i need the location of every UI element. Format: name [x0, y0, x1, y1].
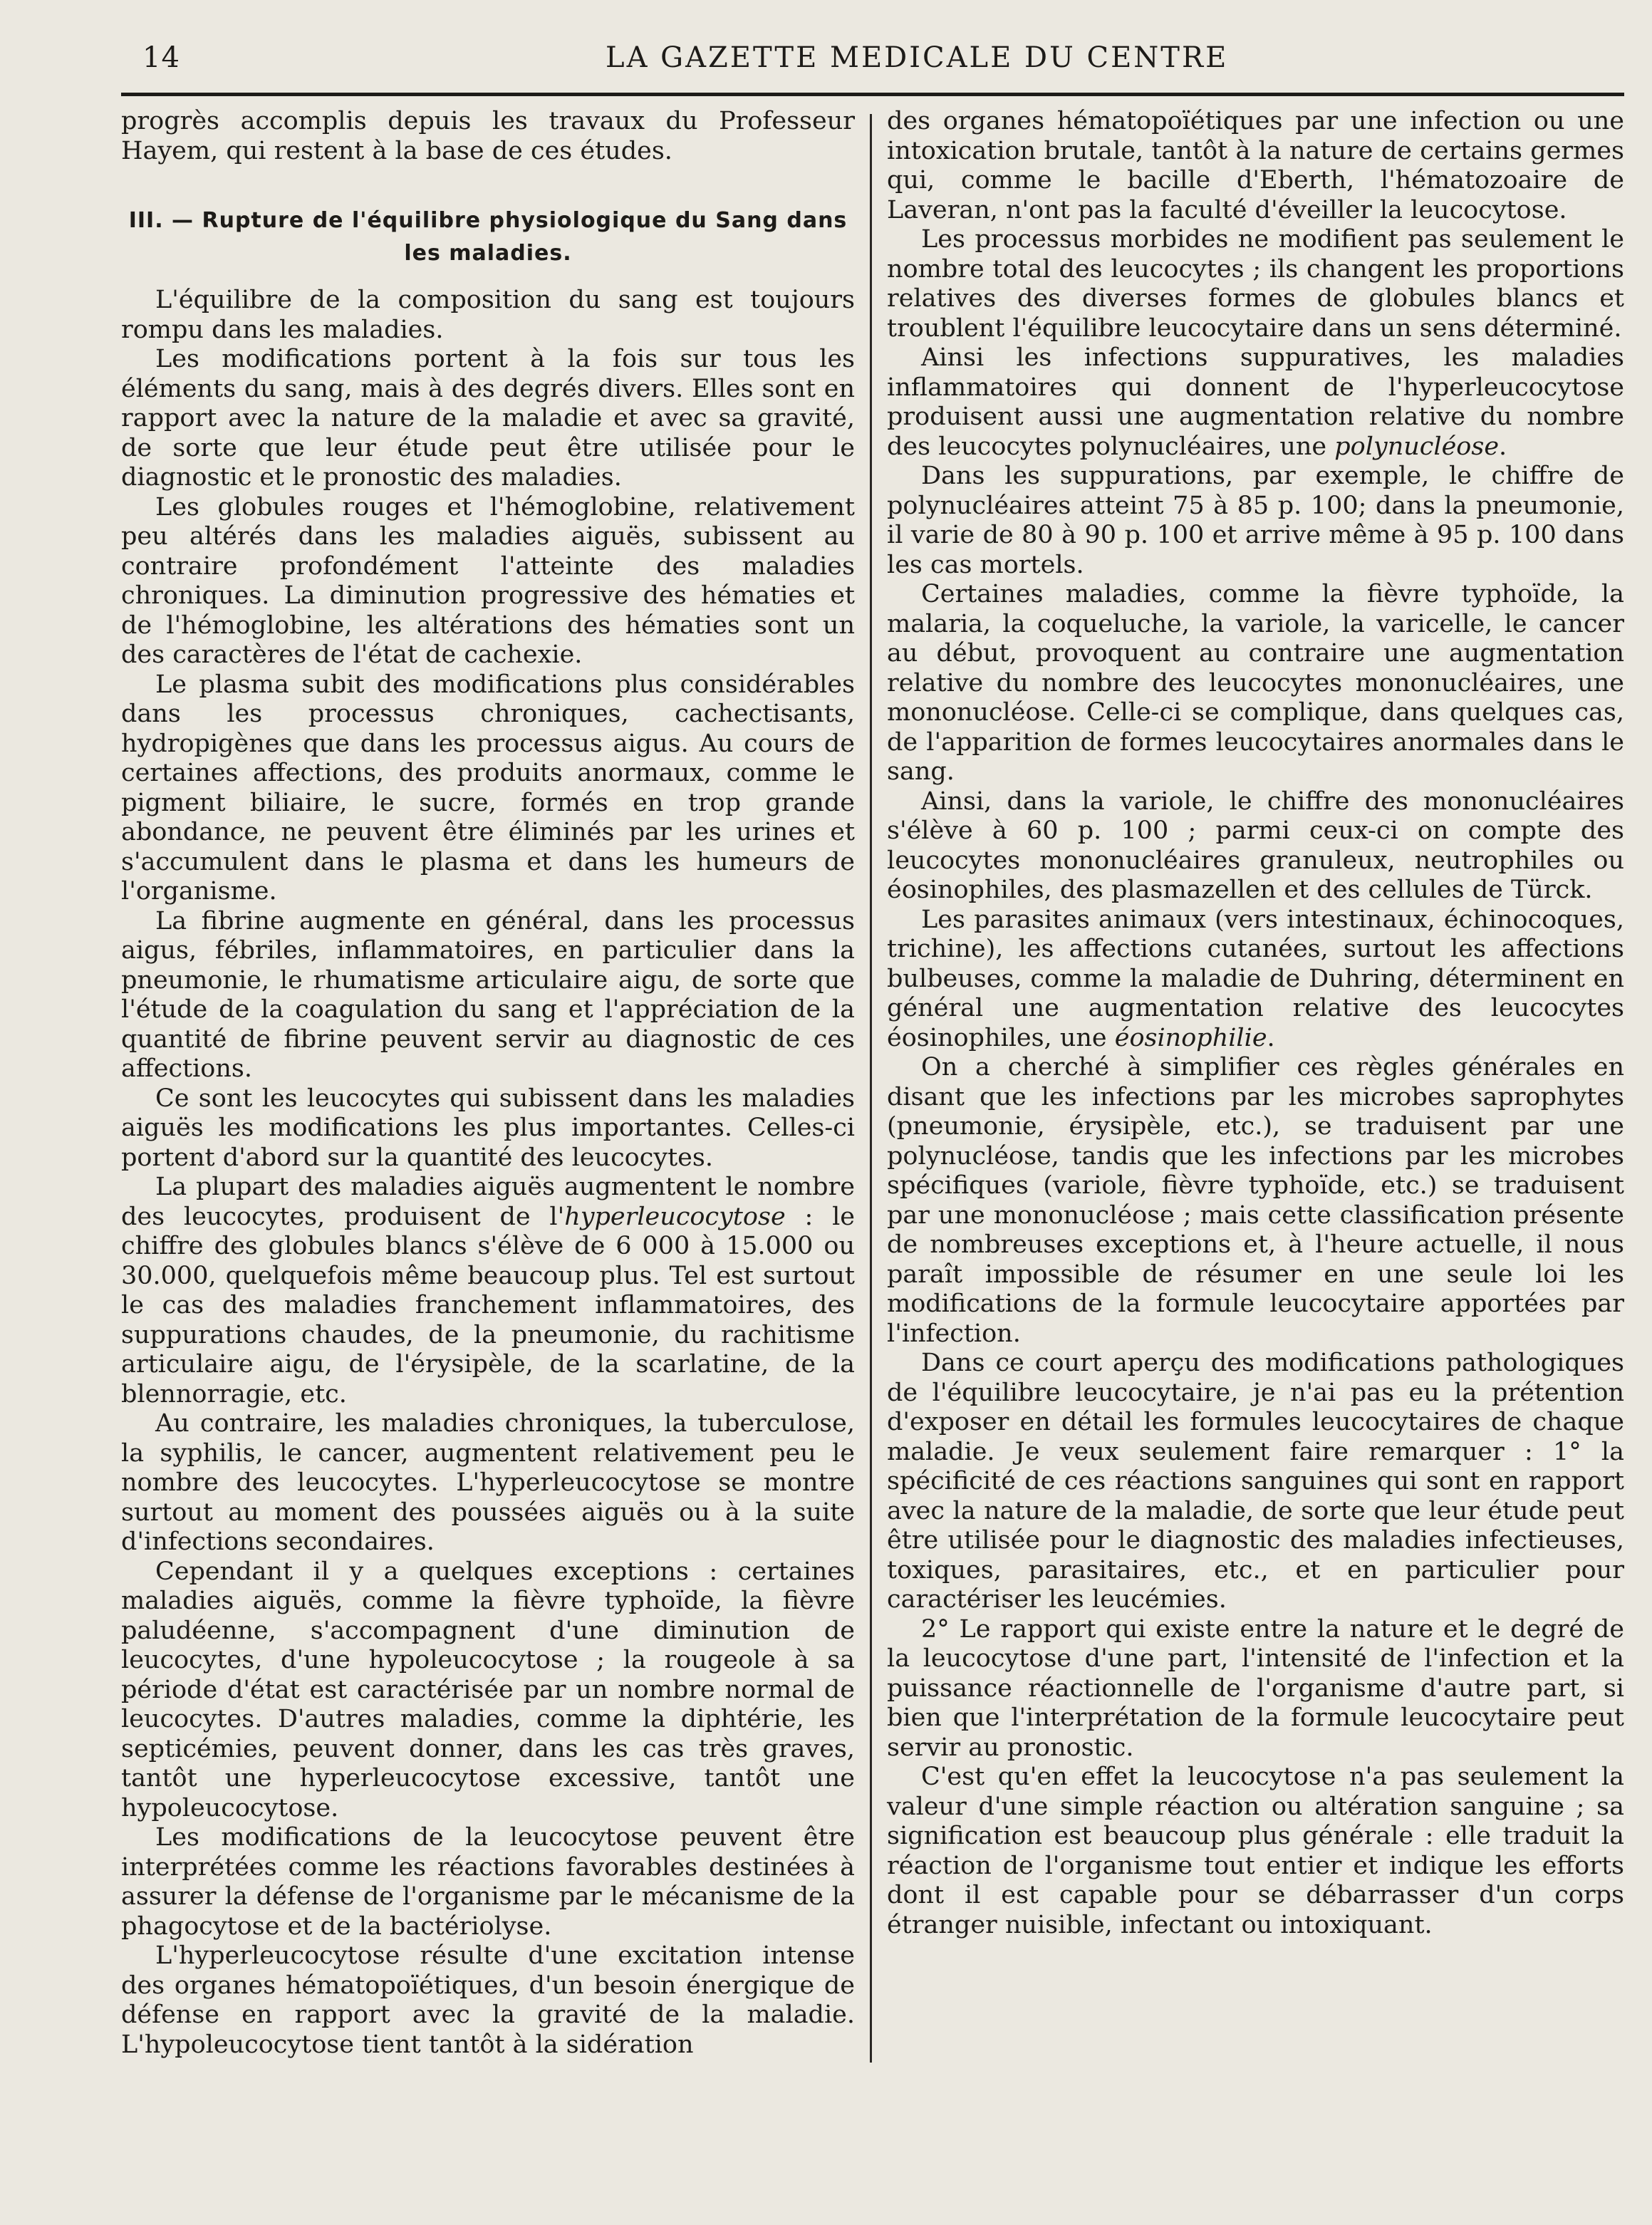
paragraph: Dans ce court aperçu des modifications pathologiques de l'équilibre leucocytaire, je n'ai pas eu la prétention d'exposer en détail les formules leucocytaires de chaque maladie. Je veux seulement faire remarquer : 1° la spécificité de ces réactions sanguines qui sont en rapport avec la nature de la maladie, de sorte que leur étude peut être utilisée pour le diagnostic des maladies infectieuses, toxiques, parasitaires, etc., et en particulier pour caractériser les leucémies.	[887, 1349, 1624, 1614]
paragraph-eosinophilie	[887, 906, 1624, 1054]
paragraph: Ce sont les leucocytes qui subissent dans les maladies aiguës les modifications les plus importantes. Celles-ci portent d'abord sur la quantité des leucocytes.	[121, 1084, 855, 1172]
term-hyperleucocytose: hyperleucocytose	[564, 1202, 786, 1231]
paragraph: Les processus morbides ne modifient pas seulement le nombre total des leucocytes ; ils changent les proportions relatives des diverses formes de globules blancs et troublent l'équilibre leucocytaire dans un sens déterminé.	[887, 225, 1624, 343]
paragraph: Au contraire, les maladies chroniques, la tuberculose, la syphilis, le cancer, augmentent relativement peu le nombre des leucocytes. L'hyperleucocytose se montre surtout au moment des poussées aiguës ou à la suite d'infections secondaires.	[121, 1409, 855, 1556]
text-run: Ainsi les infections suppuratives, les maladies inflammatoires qui donnent de l'hyperleucocytose produisent aussi une augmentation relative du nombre des leucocytes polynucléaires, une	[887, 343, 1624, 461]
paragraph: 2° Le rapport qui existe entre la nature et le degré de la leucocytose d'une part, l'intensité de l'infection et la puissance réactionnelle de l'organisme d'autre part, si bien que l'interprétation de la formule leucocytaire peut servir au pronostic.	[887, 1614, 1624, 1762]
text-run: : le chiffre des globules blancs s'élève de 6 000 à 15.000 ou 30.000, quelquefois même beaucoup plus. Tel est surtout le cas des maladies franchement inflammatoires, des suppurations chaudes, de la pneumonie, du rachitisme articulaire aigu, de l'érysipèle, de la scarlatine, de la blennorragie, etc.	[121, 1202, 855, 1409]
header-rule	[121, 93, 1624, 96]
paragraph: Les modifications de la leucocytose peuvent être interprétées comme les réactions favorables destinées à assurer la défense de l'organisme par le mécanisme de la phagocytose et de la bactériolyse.	[121, 1823, 855, 1941]
paragraph: Les globules rouges et l'hémoglobine, relativement peu altérés dans les maladies aiguës, subissent au contraire profondément l'atteinte des maladies chroniques. La diminution progressive des hématies et de l'hémoglobine, les altérations des hématies sont un des caractères de l'état de cachexie.	[121, 492, 855, 669]
paragraph: Certaines maladies, comme la fièvre typhoïde, la malaria, la coqueluche, la variole, la varicelle, le cancer au début, provoquent au contraire une augmentation relative du nombre des leucocytes mononucléaires, une mononucléose. Celle-ci se complique, dans quelques cas, de l'apparition de formes leucocytaires anormales dans le sang.	[887, 580, 1624, 786]
paragraph: C'est qu'en effet la leucocytose n'a pas seulement la valeur d'une simple réaction ou altération sanguine ; sa signification est beaucoup plus générale : elle traduit la réaction de l'organisme tout entier et indique les efforts dont il est capable pour se débarrasser d'un corps étranger nuisible, infectant ou intoxiquant.	[887, 1763, 1624, 1939]
opening-paragraph: progrès accomplis depuis les travaux du Professeur Hayem, qui restent à la base de ces études.	[121, 107, 855, 165]
paragraph: Ainsi, dans la variole, le chiffre des mononucléaires s'élève à 60 p. 100 ; parmi ceux-ci on compte des leucocytes mononucléaires granuleux, neutrophiles ou éosinophiles, des plasmazellen et des cellules de Türck.	[887, 787, 1624, 904]
paragraph: Les modifications portent à la fois sur tous les éléments du sang, mais à des degrés divers. Elles sont en rapport avec la nature de la maladie et avec sa gravité, de sorte que leur étude peut être utilisée pour le diagnostic et le pronostic des maladies.	[121, 345, 855, 492]
paragraph: L'hyperleucocytose résulte d'une excitation intense des organes hématopoïétiques, d'un besoin énergique de défense en rapport avec la gravité de la maladie. L'hypoleucocytose tient tantôt à la sidération	[121, 1941, 855, 2059]
page-number: 14	[142, 41, 180, 74]
text-run: .	[1267, 1023, 1275, 1052]
right-column	[887, 107, 1624, 1940]
paragraph-polynucleose	[887, 343, 1624, 462]
paragraph: L'équilibre de la composition du sang est toujours rompu dans les maladies.	[121, 286, 855, 344]
section-heading: III. — Rupture de l'équilibre physiologique du Sang dans les maladies.	[128, 208, 848, 266]
paragraph: On a cherché à simplifier ces règles générales en disant que les infections par les microbes saprophytes (pneumonie, érysipèle, etc.), se traduisent par une polynucléose, tandis que les infections par les microbes spécifiques (variole, fièvre typhoïde, etc.) se traduisent par une mononucléose ; mais cette classification présente de nombreuses exceptions et, à l'heure actuelle, il nous paraît impossible de résumer en une seule loi les modifications de la formule leucocytaire apportées par l'infection.	[887, 1053, 1624, 1348]
paragraph: Le plasma subit des modifications plus considérables dans les processus chroniques, cachectisants, hydropigènes que dans les processus aigus. Au cours de certaines affections, des produits anormaux, comme le pigment biliaire, le sucre, formés en trop grande abondance, ne peuvent être éliminés par les urines et s'accumulent dans le plasma et dans les humeurs de l'organisme.	[121, 670, 855, 906]
text-run: .	[1499, 432, 1507, 461]
running-title: LA GAZETTE MEDICALE DU CENTRE	[606, 41, 1229, 74]
term-eosinophilie: éosinophilie	[1114, 1023, 1267, 1052]
text-run: Les parasites animaux (vers intestinaux, échinocoques, trichine), les affections cutanées, surtout les affections bulbeuses, comme la maladie de Duhring, déterminent en général une augmentation relative des leucocytes éosinophiles, une	[887, 905, 1624, 1052]
column-divider	[870, 114, 872, 2063]
text-run: La plupart des maladies aiguës augmentent le nombre des leucocytes, produisent de l'	[121, 1173, 855, 1231]
opening-paragraph: des organes hématopoïétiques par une infection ou une intoxication brutale, tantôt à la nature de certains germes qui, comme le bacille d'Eberth, l'hématozoaire de Laveran, n'ont pas la faculté d'éveiller la leucocytose.	[887, 107, 1624, 224]
paragraph: La fibrine augmente en général, dans les processus aigus, fébriles, inflammatoires, en particulier dans la pneumonie, le rhumatisme articulaire aigu, de sorte que l'étude de la coagulation du sang et l'appréciation de la quantité de fibrine peuvent servir au diagnostic de ces affections.	[121, 906, 855, 1083]
paragraph: Dans les suppurations, par exemple, le chiffre de polynucléaires atteint 75 à 85 p. 100; dans la pneumonie, il varie de 80 à 90 p. 100 et arrive même à 95 p. 100 dans les cas mortels.	[887, 462, 1624, 579]
paragraph: Cependant il y a quelques exceptions : certaines maladies aiguës, comme la fièvre typhoïde, la fièvre paludéenne, s'accompagnent d'une diminution de leucocytes, d'une hypoleucocytose ; la rougeole à sa période d'état est caractérisée par un nombre normal de leucocytes. D'autres maladies, comme la diphtérie, les septicémies, peuvent donner, dans les cas très graves, tantôt une hyperleucocytose excessive, tantôt une hypoleucocytose.	[121, 1557, 855, 1822]
paragraph-hyperleucocytose	[121, 1173, 855, 1409]
term-polynucleose: polynucléose	[1334, 432, 1500, 461]
left-column	[121, 107, 855, 2060]
